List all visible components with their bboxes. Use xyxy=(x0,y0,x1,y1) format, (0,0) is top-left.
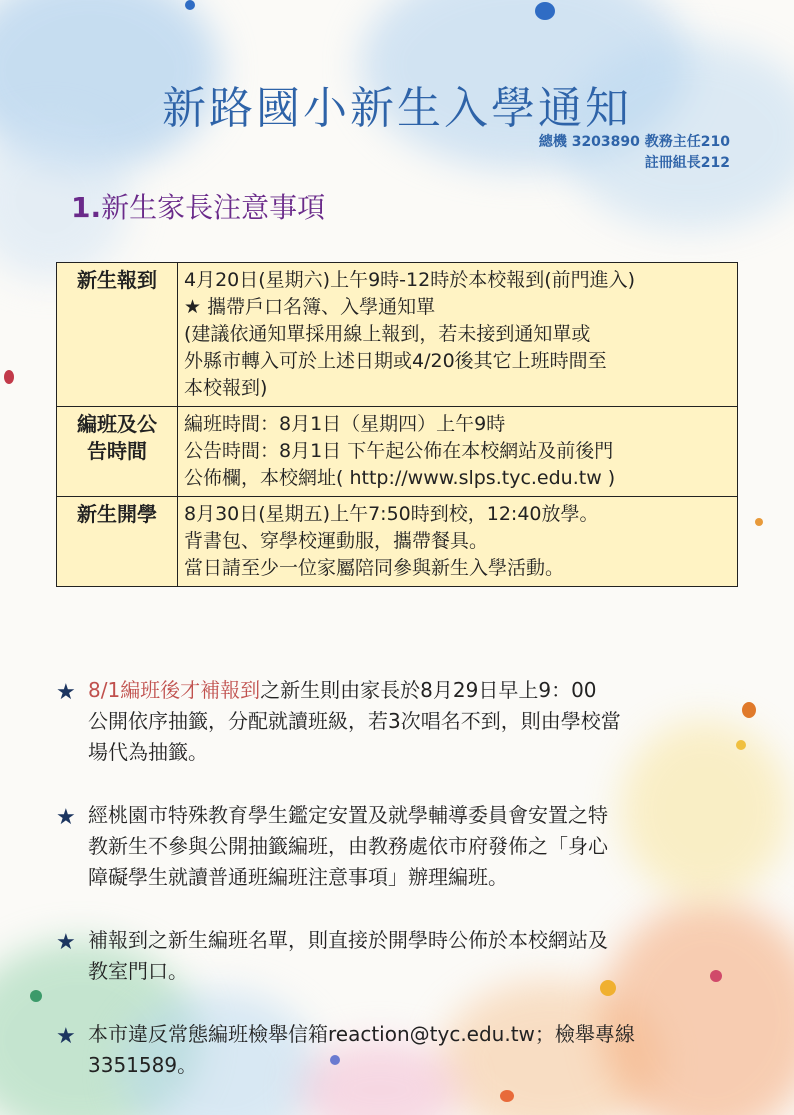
note-text: 之新生則由家長於8月29日早上9：00 xyxy=(260,678,597,702)
content-line: 公告時間：8月1日 下午起公佈在本校網站及前後門 xyxy=(184,440,614,462)
content-line: 背書包、穿學校運動服，攜帶餐具。 xyxy=(184,530,489,552)
row-content xyxy=(178,497,738,587)
highlight-text: 8/1編班後才補報到 xyxy=(88,678,261,702)
note-line: 本市違反常態編班檢舉信箱reaction@tyc.edu.tw；檢舉專線 xyxy=(88,1022,635,1046)
star-icon: ★ xyxy=(56,1024,76,1049)
table-row xyxy=(57,497,738,587)
contact-info xyxy=(539,132,730,174)
content-line: 本校報到) xyxy=(184,377,268,399)
note-line: 障礙學生就讀普通班編班注意事項」辦理編班。 xyxy=(88,865,508,889)
content-line: ★ 攜帶戶口名簿、入學通知單 xyxy=(184,296,436,318)
list-item xyxy=(56,675,736,768)
note-line: 經桃園市特殊教育學生鑑定安置及就學輔導委員會安置之特 xyxy=(88,803,608,827)
page-title: 新路國小新生入學通知 xyxy=(162,83,632,134)
note-line: 場代為抽籤。 xyxy=(88,740,208,764)
row-label xyxy=(57,407,178,497)
content-line: 4月20日(星期六)上午9時-12時於本校報到(前門進入) xyxy=(184,269,636,291)
content-line: 外縣市轉入可於上述日期或4/20後其它上班時間至 xyxy=(184,350,607,372)
content-line: 當日請至少一位家屬陪同參與新生入學活動。 xyxy=(184,557,565,579)
table-row xyxy=(57,407,738,497)
table-row xyxy=(57,263,738,407)
note-line: 3351589。 xyxy=(88,1053,198,1077)
notes-list xyxy=(56,675,736,1113)
section-heading xyxy=(71,186,325,226)
content-line: (建議依通知單採用線上報到，若未接到通知單或 xyxy=(184,323,591,345)
contact-line: 總機 3203890 教務主任210 xyxy=(538,134,730,150)
info-table xyxy=(56,262,738,587)
list-item xyxy=(56,1019,736,1081)
row-label-line: 編班及公 xyxy=(77,412,157,436)
note-line: 教室門口。 xyxy=(88,959,188,983)
row-content xyxy=(178,407,738,497)
list-item xyxy=(56,800,736,893)
note-line: 教新生不參與公開抽籤編班，由教務處依市府發佈之「身心 xyxy=(88,834,608,858)
content-line: 8月30日(星期五)上午7:50時到校，12:40放學。 xyxy=(184,503,599,525)
star-icon: ★ xyxy=(56,930,76,955)
row-content xyxy=(178,263,738,407)
section-title: 新生家長注意事項 xyxy=(101,191,326,224)
note-line: 補報到之新生編班名單，則直接於開學時公佈於本校網站及 xyxy=(88,928,608,952)
star-icon: ★ xyxy=(56,680,76,705)
note-line xyxy=(88,675,736,706)
star-icon: ★ xyxy=(56,805,76,830)
contact-line: 註冊組長212 xyxy=(644,155,730,171)
row-label: 新生報到 xyxy=(57,263,178,407)
content-line: 公佈欄，本校網址( http://www.slps.tyc.edu.tw ) xyxy=(184,467,616,489)
list-item xyxy=(56,925,736,987)
section-number: 1. xyxy=(71,191,102,224)
row-label-line: 告時間 xyxy=(87,439,147,463)
row-label: 新生開學 xyxy=(57,497,178,587)
note-line: 公開依序抽籤，分配就讀班級，若3次唱名不到，則由學校當 xyxy=(88,709,621,733)
content-line: 編班時間：8月1日（星期四）上午9時 xyxy=(184,413,506,435)
